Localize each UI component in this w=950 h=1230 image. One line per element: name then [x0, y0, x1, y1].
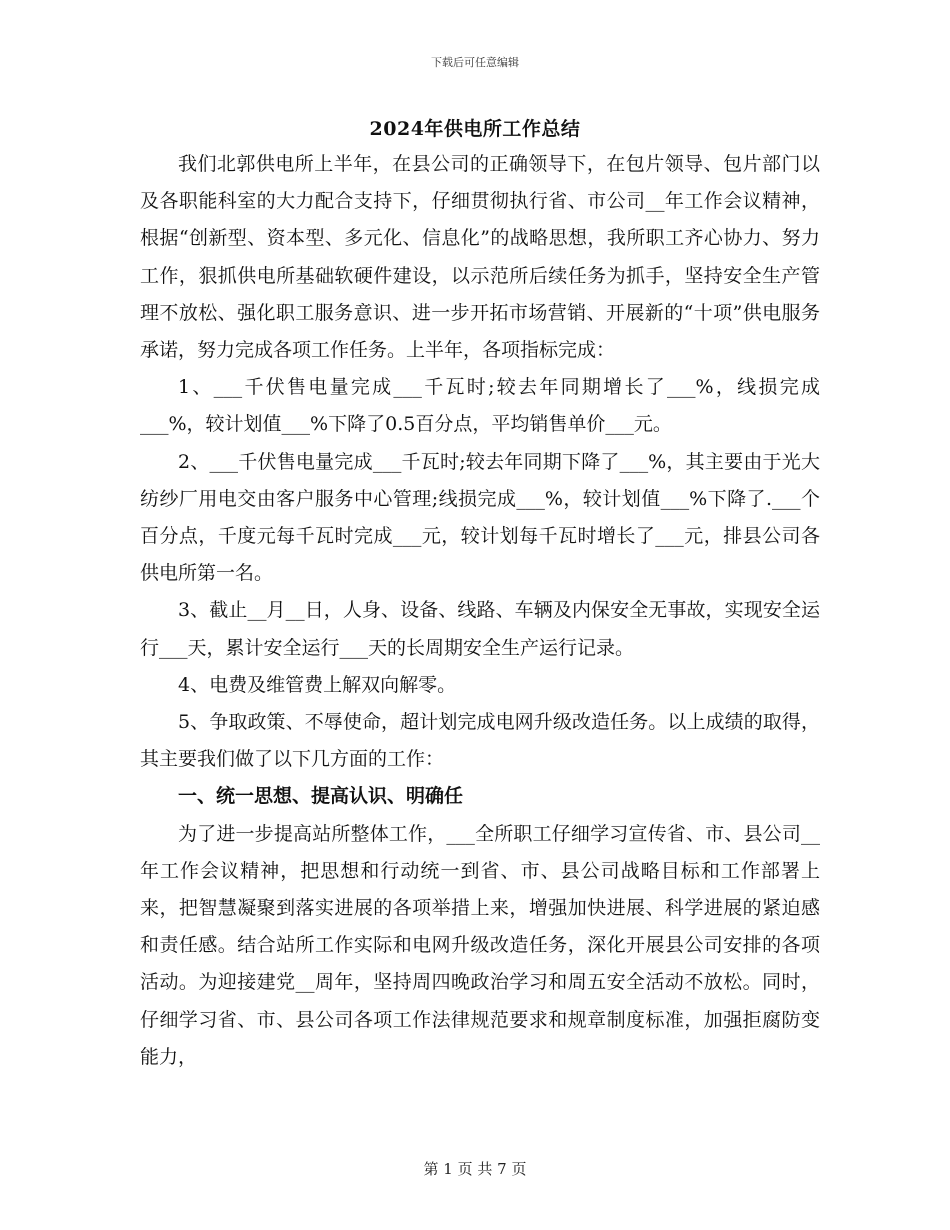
- header-note: 下载后可任意编辑: [431, 56, 519, 69]
- intro-paragraph: 我们北郭供电所上半年，在县公司的正确领导下，在包片领导、包片部门以及各职能科室的大力配合支持下，仔细贯彻执行省、市公司__年工作会议精神，根据“创新型、资本型、多元化、信息化”的战略思想，我所职工齐心协力、努力工作，狠抓供电所基础软硬件建设，以示范所后续任务为抓手，坚持安全生产管理不放松、强化职工服务意识、进一步开拓市场营销、开展新的“十项”供电服务承诺，努力完成各项工作任务。上半年，各项指标完成：: [140, 153, 820, 362]
- indicator-item-2: 2、___千伏售电量完成___千瓦时;较去年同期下降了___%，其主要由于光大纺纱厂用电交由客户服务中心管理;线损完成___%，较计划值___%下降了.___个百分点，千度元每千瓦时完成___元，较计划每千瓦时增长了___元，排县公司各供电所第一名。: [140, 450, 820, 585]
- section-heading: 一、统一思想、提高认识、明确任: [178, 785, 464, 808]
- section-paragraph: 为了进一步提高站所整体工作，___全所职工仔细学习宣传省、市、县公司__年工作会议精神，把思想和行动统一到省、市、县公司战略目标和工作部署上来，把智慧凝聚到落实进展的各项举措上来，增强加快进展、科学进展的紧迫感和责任感。结合站所工作实际和电网升级改造任务，深化开展县公司安排的各项活动。为迎接建党__周年，坚持周四晚政治学习和周五安全活动不放松。同时，仔细学习省、市、县公司各项工作法律规范要求和规章制度标准，加强拒腐防变能力，: [140, 822, 820, 1068]
- document-body: [140, 146, 820, 1076]
- indicator-item-5: 5、争取政策、不辱使命，超计划完成电网升级改造任务。以上成绩的取得，其主要我们做了以下几方面的工作：: [140, 711, 820, 771]
- indicator-item-3: 3、截止__月__日，人身、设备、线路、车辆及内保安全无事故，实现安全运行___天，累计安全运行___天的长周期安全生产运行记录。: [140, 599, 820, 659]
- indicator-item-4: 4、电费及维管费上解双向解零。: [178, 673, 457, 696]
- indicator-item-1: 1、___千伏售电量完成___千瓦时;较去年同期增长了___%，线损完成___%，较计划值___%下降了0.5百分点，平均销售单价___元。: [140, 376, 820, 436]
- document-title: 2024年供电所工作总结: [369, 118, 581, 140]
- page-footer: 第 1 页 共 7 页: [423, 1160, 527, 1178]
